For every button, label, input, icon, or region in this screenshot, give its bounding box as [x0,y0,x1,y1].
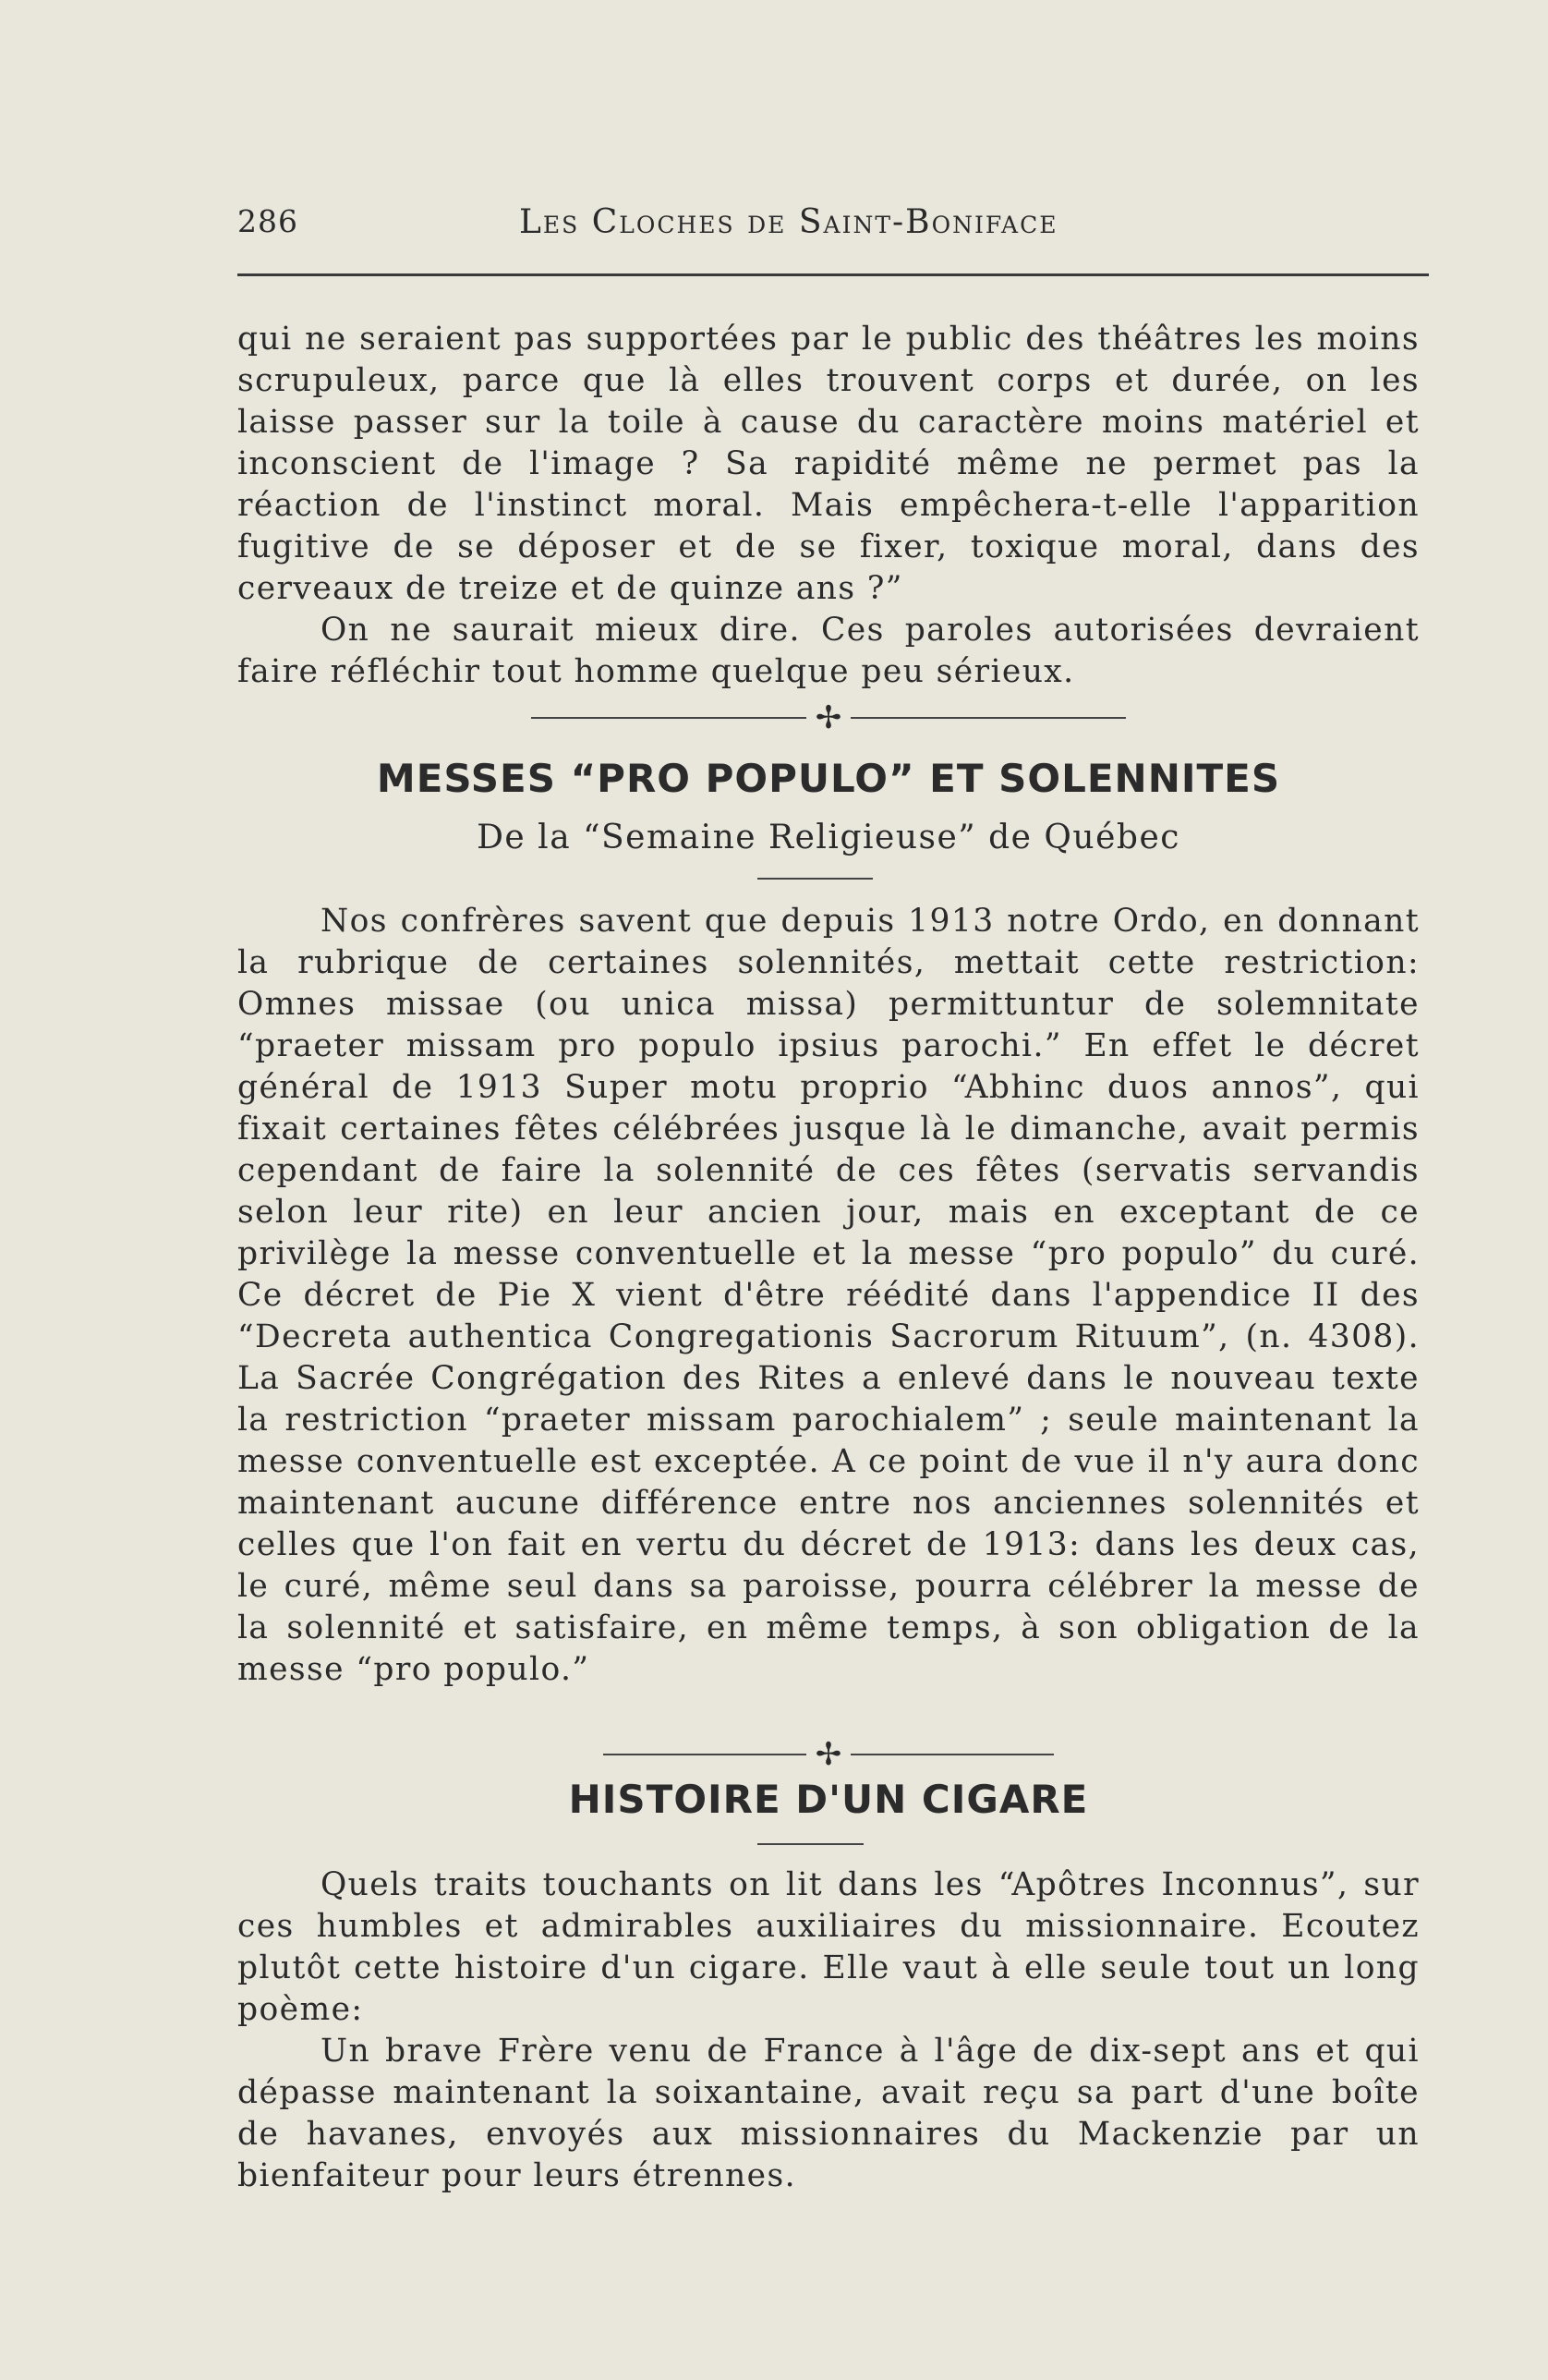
article-title: HISTOIRE D'UN CIGARE [568,1777,1089,1822]
continued-text [237,319,1420,693]
paragraph: Nos confrères savent que depuis 1913 notre Ordo, en donnant la rubrique de certaines solennités, mettait cette restriction: Omnes missae (ou unica missa) permittuntur de solemnitate “praeter missam pro populo ipsius parochi.” En effet le décret général de 1913 Super motu proprio “Abhinc duos annos”, qui fixait certaines fêtes célébrées jusque là le dimanche, avait permis cependant de faire la solennité de ces fêtes (servatis servandis selon leur rite) en leur ancien jour, mais en exceptant de ce privilège la messe conventuelle et la messe “pro populo” du curé. Ce décret de Pie X vient d'être réédité dans l'appendice II des “Decreta authentica Congregationis Sacrorum Rituum”, (n. 4308). La Sacrée Congrégation des Rites a enlevé dans le nouveau texte la restriction “praeter missam parochialem” ; seule maintenant la messe conventuelle est exceptée. A ce point de vue il n'y aura donc maintenant aucune différence entre nos anciennes solennités et celles que l'on fait en vertu du décret de 1913: dans les deux cas, le curé, même seul dans sa paroisse, pourra célébrer la messe de la solennité et satisfaire, en même temps, à son obligation de la messe “pro populo.” [237,903,1420,1688]
cross-ornament-icon: ✢ [815,1736,842,1773]
paragraph: qui ne seraient pas supportées par le public des théâtres les moins scrupuleux, parce que là elles trouvent corps et durée, on les laisse passer sur la toile à cause du caractère moins matériel et inconscient de l'image ? Sa rapidité même ne permet pas la réaction de l'instinct moral. Mais empêchera-t-elle l'apparition fugitive de se déposer et de se fixer, toxique moral, dans des cerveaux de treize et de quinze ans ?” [237,321,1420,607]
article-body [237,1864,1420,2197]
ornament-line [851,717,1126,719]
page-number: 286 [237,203,298,239]
article-title: MESSES “PRO POPULO” ET SOLENNITES [376,756,1281,801]
section-ornament [237,699,1420,736]
section-ornament [237,1736,1420,1773]
paragraph: On ne saurait mieux dire. Ces paroles autorisées devraient faire réfléchir tout homme quelque peu sérieux. [237,612,1420,690]
paragraph: Quels traits touchants on lit dans les “Apôtres Inconnus”, sur ces humbles et admirables auxiliaires du missionnaire. Ecoutez plutôt cette histoire d'un cigare. Elle vaut à elle seule tout un long poème: [237,1866,1420,2028]
title-rule [757,1843,864,1845]
paragraph: Un brave Frère venu de France à l'âge de dix-sept ans et qui dépasse maintenant la soixantaine, avait reçu sa part d'une boîte de havanes, envoyés aux missionnaires du Mackenzie par un bienfaiteur pour leurs étrennes. [237,2033,1420,2194]
ornament-line [851,1754,1054,1755]
article-body [237,901,1420,1691]
ornament-line [603,1754,806,1755]
header-rule [237,273,1429,276]
title-rule [757,878,873,880]
cross-ornament-icon: ✢ [815,699,842,736]
ornament-line [531,717,806,719]
article-subtitle: De la “Semaine Religieuse” de Québec [477,819,1180,856]
running-title: Les Cloches de Saint-Boniface [519,203,1058,241]
page-header [237,198,1420,244]
